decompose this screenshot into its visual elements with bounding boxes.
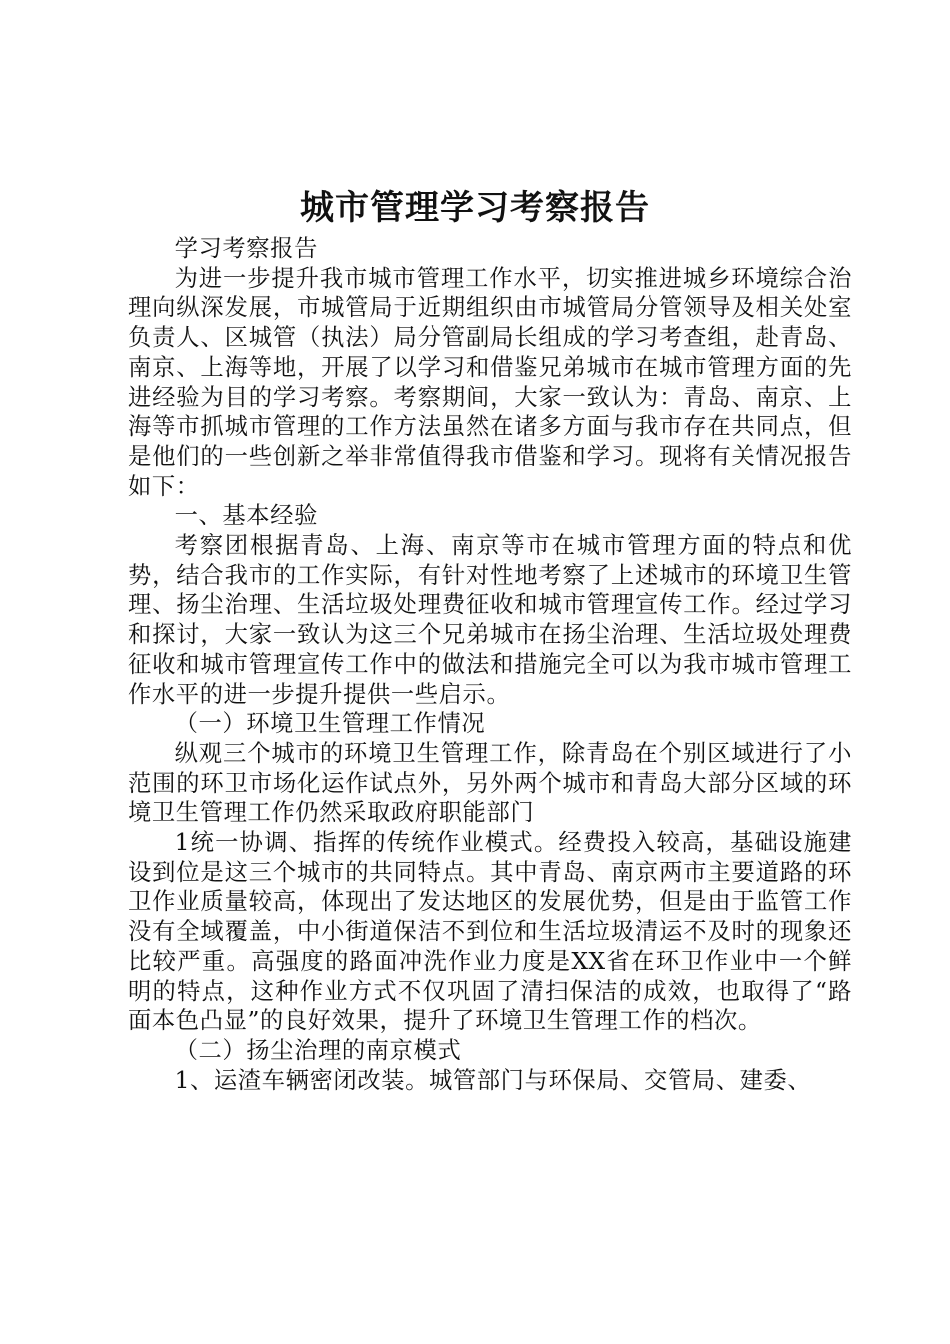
document-body [128, 234, 852, 1095]
paragraph-sanitation-detail: 1统一协调、指挥的传统作业模式。经费投入较高，基础设施建设到位是这三个城市的共同特点。其中青岛、南京两市主要道路的环卫作业质量较高，体现出了发达地区的发展优势，但是由于监管工作没有全域覆盖，中小街道保洁不到位和生活垃圾清运不及时的现象还比较严重。高强度的路面冲洗作业力度是XX省在环卫作业中一个鲜明的特点，这种作业方式不仅巩固了清扫保洁的成效，也取得了“路面本色凸显”的良好效果，提升了环境卫生管理工作的档次。 [128, 829, 852, 1035]
paragraph-experience: 考察团根据青岛、上海、南京等市在城市管理方面的特点和优势，结合我市的工作实际，有针对性地考察了上述城市的环境卫生管理、扬尘治理、生活垃圾处理费征收和城市管理宣传工作。经过学习和探讨，大家一致认为这三个兄弟城市在扬尘治理、生活垃圾处理费征收和城市管理宣传工作中的做法和措施完全可以为我市城市管理工作水平的进一步提升提供一些启示。 [128, 532, 852, 708]
paragraph-dust-control-item-1: 1、运渣车辆密闭改装。城管部门与环保局、交管局、建委、 [174, 1066, 812, 1094]
document-title: 城市管理学习考察报告 [300, 188, 650, 228]
paragraph-subtitle: 学习考察报告 [174, 235, 318, 262]
subsection-heading-sanitation: （一）环境卫生管理工作情况 [174, 710, 486, 738]
paragraph-sanitation-overview: 纵观三个城市的环境卫生管理工作，除青岛在个别区域进行了小范围的环卫市场化运作试点外，另外两个城市和青岛大部分区域的环境卫生管理工作仍然采取政府职能部门 [128, 739, 852, 827]
subsection-heading-dust-control: （二）扬尘治理的南京模式 [174, 1036, 462, 1064]
section-heading-basic-experience: 一、基本经验 [174, 502, 318, 530]
paragraph-intro: 为进一步提升我市城市管理工作水平，切实推进城乡环境综合治理向纵深发展，市城管局于近期组织由市城管局分管领导及相关处室负责人、区城管（执法）局分管副局长组成的学习考查组，赴青岛、南京、上海等地，开展了以学习和借鉴兄弟城市在城市管理方面的先进经验为目的学习考察。考察期间，大家一致认为：青岛、南京、上海等市抓城市管理的工作方法虽然在诸多方面与我市存在共同点，但是他们的一些创新之举非常值得我市借鉴和学习。现将有关情况报告如下： [128, 264, 852, 500]
